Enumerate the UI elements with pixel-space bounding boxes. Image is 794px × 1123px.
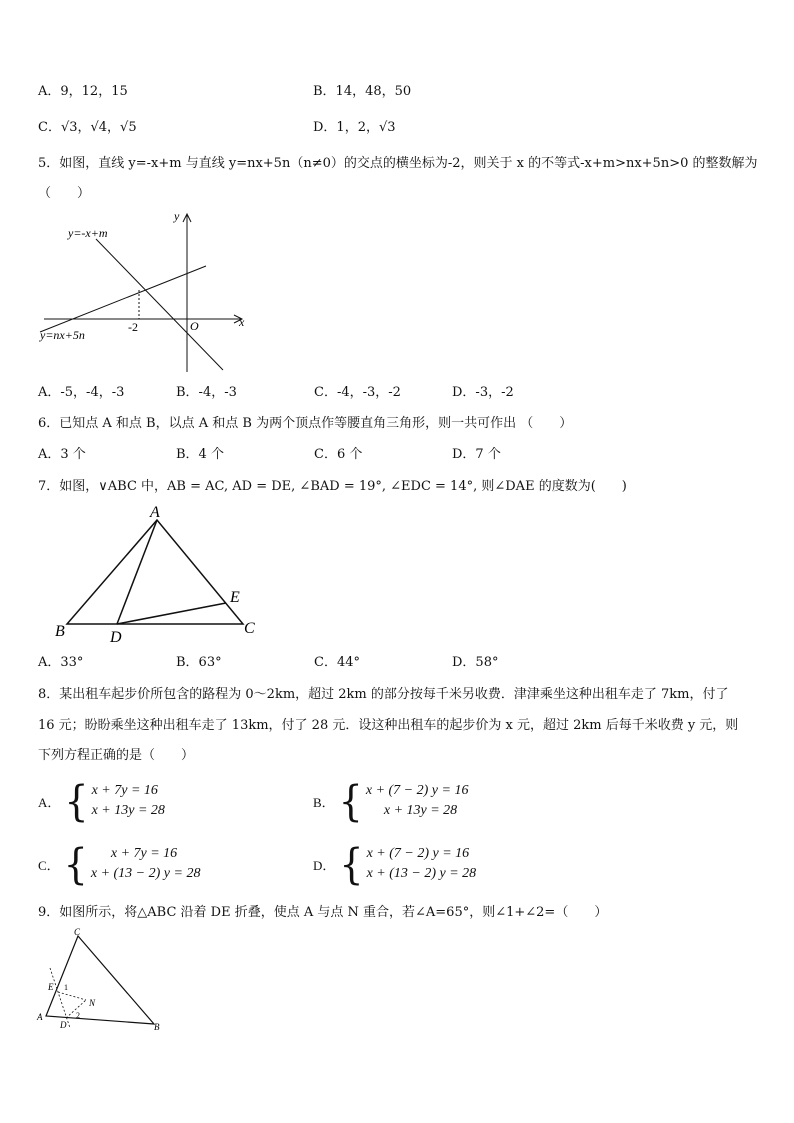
q6-stem: 6．已知点 A 和点 B，以点 A 和点 B 为两个顶点作等腰直角三角形，则一共可作出 （ ） [38, 416, 573, 431]
brace-icon: { [339, 839, 364, 889]
equation-row: x + 7y = 16 [110, 846, 178, 861]
triangle-abc [46, 936, 154, 1024]
vertex-b: B [154, 1022, 160, 1032]
q8-option-c [38, 839, 201, 889]
q8-option-a [38, 776, 165, 826]
brace-icon: { [338, 776, 363, 826]
q6-option-a: A．3 个 [38, 447, 86, 462]
brace-icon: { [64, 776, 89, 826]
folded-edge-en [58, 992, 86, 1000]
vertex-d: D [60, 1020, 67, 1030]
y-axis-label: y [174, 209, 180, 223]
option-label: B． [313, 794, 335, 810]
segment-de [117, 603, 226, 624]
equation-row: x + (13 − 2) y = 28 [366, 866, 477, 881]
vertex-d: D [110, 629, 122, 646]
x-axis-label: x [239, 315, 245, 329]
equation-row: x + (7 − 2) y = 16 [365, 783, 469, 798]
q8-stem-line1: 8．某出租车起步价所包含的路程为 0～2km，超过 2km 的部分按每千米另收费．津津乘坐这种出租车走了 7km，付了 [38, 687, 729, 702]
q5-graph [36, 206, 256, 376]
origin-label: O [190, 319, 199, 333]
line-nx-plus-5n [40, 266, 206, 332]
equation-row: x + 13y = 28 [91, 803, 165, 818]
point-n: N [89, 998, 96, 1008]
angle-1: 1 [64, 983, 68, 992]
q5-option-b: B．-4，-3 [176, 385, 237, 400]
q4-option-d: D．1，2，√3 [313, 120, 396, 135]
vertex-e: E [48, 982, 54, 992]
label-line1: y=-x+m [68, 226, 108, 240]
angle-2: 2 [76, 1011, 80, 1020]
q9-fold-figure [36, 926, 176, 1036]
option-label: D． [313, 857, 336, 873]
brace-icon: { [63, 839, 88, 889]
q7-option-d: D．58° [452, 655, 499, 670]
equation-row: x + 13y = 28 [383, 803, 458, 818]
q7-triangle-figure [50, 500, 270, 650]
tick-minus-2: -2 [128, 320, 138, 334]
q5-stem-paren: （ ） [38, 186, 91, 201]
q6-option-c: C．6 个 [314, 447, 363, 462]
q8-stem-line2: 16 元；盼盼乘坐这种出租车走了 13km，付了 28 元．设这种出租车的起步价为 x 元，超过 2km 后每千米收费 y 元，则 [38, 718, 739, 733]
line-minus-x-plus-m [96, 239, 223, 370]
q8-stem-line3: 下列方程正确的是（ ） [38, 748, 195, 763]
vertex-b: B [55, 623, 65, 640]
q4-option-a: A．9，12，15 [38, 84, 128, 99]
vertex-c: C [74, 927, 81, 937]
q5-option-c: C．-4，-3，-2 [314, 385, 401, 400]
equation-row: x + (7 − 2) y = 16 [366, 846, 470, 861]
vertex-a: A [150, 504, 160, 521]
q5-option-a: A．-5，-4，-3 [38, 385, 125, 400]
label-line2: y=nx+5n [40, 328, 85, 342]
q7-stem: 7．如图，∨ABC 中，AB = AC, AD = DE, ∠BAD = 19°, ∠EDC = 14°, 则∠DAE 的度数为( ) [38, 479, 627, 494]
option-label: A． [38, 794, 61, 810]
q9-stem: 9．如图所示，将△ABC 沿着 DE 折叠，使点 A 与点 N 重合，若∠A=65°，则∠1+∠2=（ ） [38, 905, 608, 920]
q8-option-d [313, 839, 477, 889]
q5-option-d: D．-3，-2 [452, 385, 514, 400]
q7-option-a: A．33° [38, 655, 84, 670]
vertex-a: A [37, 1012, 43, 1022]
triangle-abc [67, 520, 243, 624]
q7-option-c: C．44° [314, 655, 360, 670]
q6-option-b: B．4 个 [176, 447, 224, 462]
q6-option-d: D．7 个 [452, 447, 501, 462]
equation-row: x + (13 − 2) y = 28 [90, 866, 201, 881]
q4-option-c: C．√3，√4，√5 [38, 120, 137, 135]
q8-option-b [313, 776, 469, 826]
equation-row: x + 7y = 16 [91, 783, 158, 798]
q7-option-b: B．63° [176, 655, 222, 670]
q5-stem: 5．如图，直线 y=-x+m 与直线 y=nx+5n（n≠0）的交点的横坐标为-2，则关于 x 的不等式-x+m>nx+5n>0 的整数解为 [38, 156, 758, 171]
vertex-c: C [244, 620, 255, 637]
vertex-e: E [230, 589, 240, 606]
option-label: C． [38, 857, 60, 873]
q4-option-b: B．14，48，50 [313, 84, 412, 99]
segment-ad [117, 520, 157, 624]
